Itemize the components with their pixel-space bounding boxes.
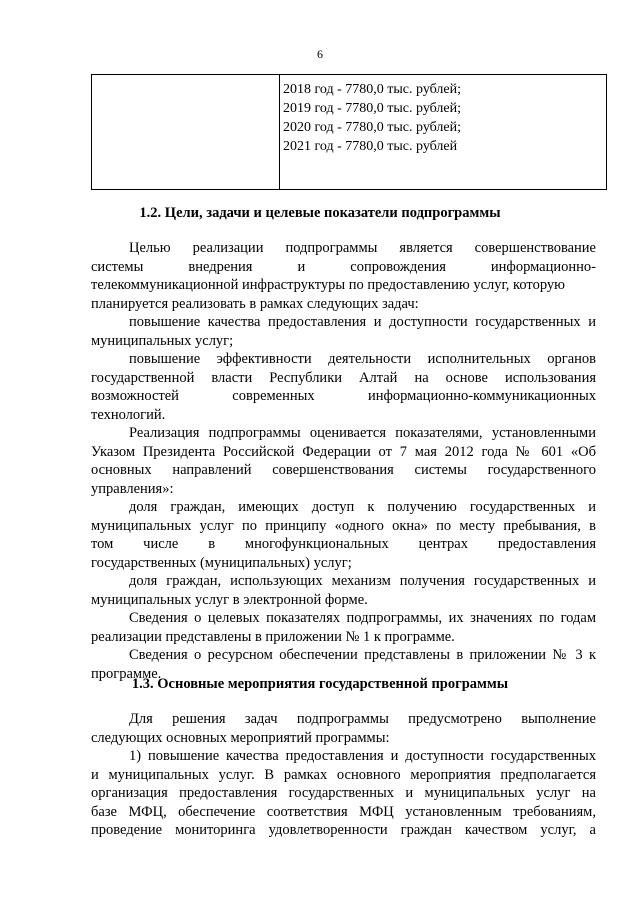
paragraph-line: Целью реализации подпрограммы является совершенствование <box>129 240 596 256</box>
paragraph-line: телекоммуникационной инфраструктуры по предоставлению услуг, которую <box>91 277 565 293</box>
paragraph-line: том числе в многофункциональных центрах предоставления <box>91 536 596 552</box>
paragraph-line: 1) повышение качества предоставления и доступности государственных <box>129 748 596 764</box>
paragraph-line: организация предоставления государственных и муниципальных услуг на <box>91 785 596 801</box>
section-heading-1-2: 1.2. Цели, задачи и целевые показатели подпрограммы <box>139 205 501 221</box>
paragraph-line: технологий. <box>91 406 166 423</box>
funding-line: 2021 год - 7780,0 тыс. рублей <box>283 139 458 154</box>
funding-line: 2018 год - 7780,0 тыс. рублей; <box>283 82 462 97</box>
section-heading-1-3: 1.3. Основные мероприятия государственной программы <box>131 676 509 692</box>
page-number: 6 <box>317 47 323 61</box>
paragraph-line: муниципальных услуг; <box>91 332 234 349</box>
paragraph-line: Для решения задач подпрограммы предусмотрено выполнение <box>129 711 596 727</box>
paragraph-line: проведение мониторинга удовлетворенности граждан качеством услуг, а <box>91 822 596 838</box>
paragraph-line: Реализация подпрограммы оценивается показателями, установленными <box>129 425 596 441</box>
paragraph-line: управления»: <box>91 480 174 497</box>
paragraph-line: доля граждан, использующих механизм получения государственных и <box>129 573 596 589</box>
funding-line: 2019 год - 7780,0 тыс. рублей; <box>283 101 462 116</box>
paragraph-line: государственных (муниципальных) услуг; <box>91 554 352 571</box>
paragraph-line: Сведения о ресурсном обеспечении представлены в приложении № 3 к <box>129 647 596 663</box>
section-body-1-2 <box>91 239 596 683</box>
paragraph-line: повышение эффективности деятельности исполнительных органов <box>129 351 596 367</box>
paragraph-line: Сведения о целевых показателях подпрограммы, их значениях по годам <box>129 610 596 626</box>
funding-line: 2020 год - 7780,0 тыс. рублей; <box>283 120 462 135</box>
table-cell-funding <box>280 75 607 190</box>
paragraph-line: Указом Президента Российской Федерации от 7 мая 2012 года № 601 «Об <box>91 443 596 460</box>
section-body-1-3 <box>91 710 596 840</box>
paragraph-line: и муниципальных услуг. В рамках основного мероприятия предполагается <box>91 766 596 783</box>
table-cell-empty <box>92 75 280 190</box>
paragraph-line: муниципальных услуг в электронной форме. <box>91 591 368 608</box>
funding-table <box>91 74 607 190</box>
paragraph-line: возможностей современных информационно-коммуникационных <box>91 388 596 404</box>
paragraph-line: основных направлений совершенствования системы государственного <box>91 462 596 478</box>
paragraph-line: системы внедрения и сопровождения информационно- <box>91 258 596 275</box>
paragraph-line: государственной власти Республики Алтай на основе использования <box>91 369 596 386</box>
paragraph-line: планируется реализовать в рамках следующих задач: <box>91 295 419 312</box>
table-row <box>92 75 607 190</box>
paragraph-line: следующих основных мероприятий программы: <box>91 729 390 746</box>
paragraph-line: повышение качества предоставления и доступности государственных и <box>129 314 596 330</box>
paragraph-line: реализации представлены в приложении № 1 к программе. <box>91 628 455 645</box>
paragraph-line: муниципальных услуг по принципу «одного окна» по месту пребывания, в <box>91 517 596 534</box>
paragraph-line: программе. <box>91 665 162 682</box>
paragraph-line: базе МФЦ, обеспечение соответствия МФЦ установленным требованиям, <box>91 803 596 820</box>
paragraph-line: доля граждан, имеющих доступ к получению государственных и <box>129 499 596 515</box>
